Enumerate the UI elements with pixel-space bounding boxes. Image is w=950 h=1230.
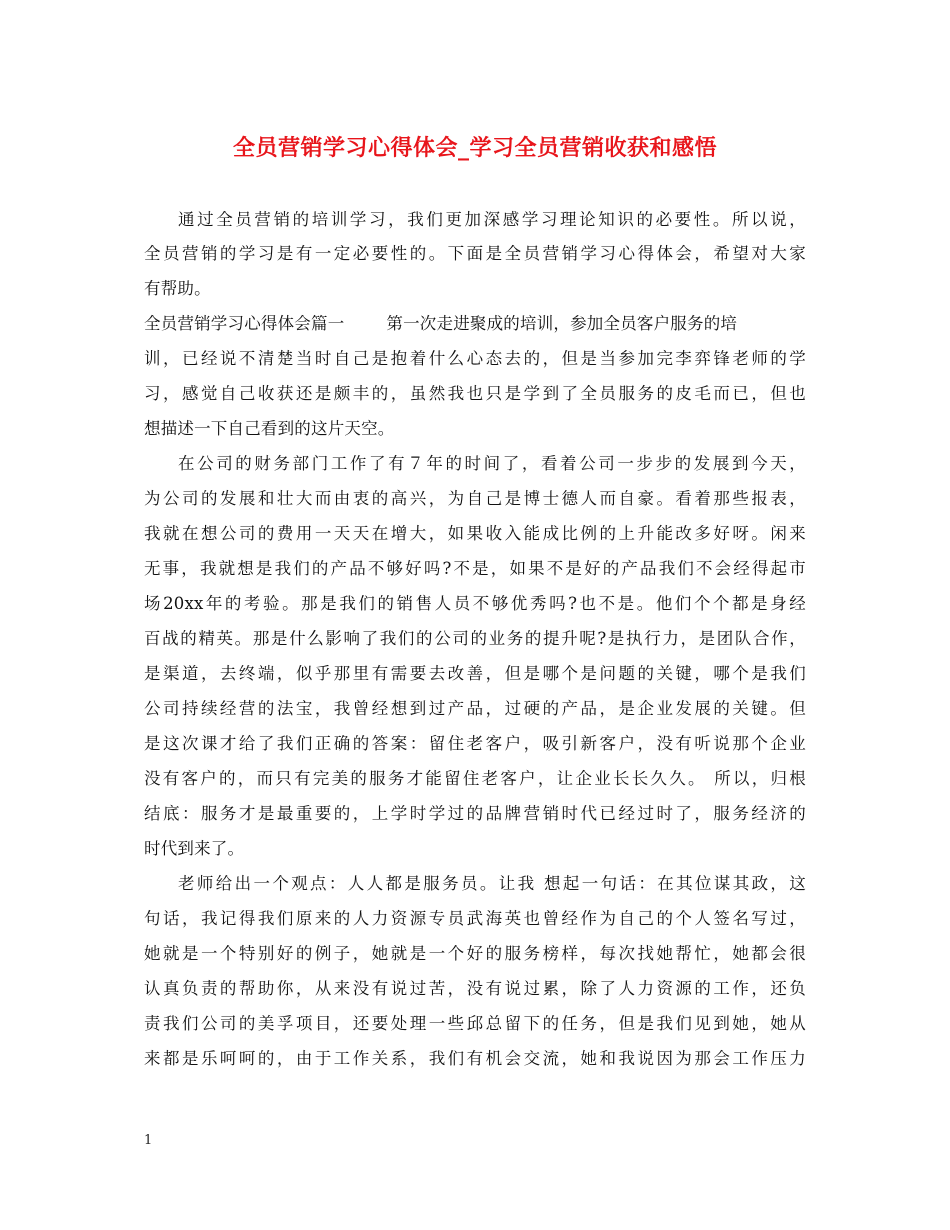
paragraph-line: 认真负责的帮助你，从来没有说过苦，没有说过累，除了人力资源的工作，还负 [144,979,806,998]
section-heading: 全员营销学习心得体会篇一 [144,314,345,333]
section-line [144,313,737,335]
paragraph-line: 老师给出一个观点：人人都是服务员。让我 想起一句话：在其位谋其政，这 [178,874,806,893]
paragraph-line: 责我们公司的美孚项目，还要处理一些邱总留下的任务，但是我们见到她，她从 [144,1014,806,1033]
paragraph-line: 是渠道，去终端，似乎那里有需要去改善，但是哪个是问题的关键，哪个是我们 [144,664,806,683]
paragraph-line: 想描述一下自己看到的这片天空。 [144,419,395,438]
paragraph-line: 在公司的财务部门工作了有７年的时间了，看着公司一步步的发展到今天， [178,454,806,473]
paragraph-line: 训，已经说不清楚当时自己是抱着什么心态去的，但是当参加完李弈锋老师的学 [144,349,806,368]
document-title: 全员营销学习心得体会_学习全员营销收获和感悟 [232,135,717,161]
paragraph-line: 通过全员营销的培训学习，我们更加深感学习理论知识的必要性。所以说， [178,210,806,229]
paragraph-line: 是这次课才给了我们正确的答案：留住老客户，吸引新客户，没有听说那个企业 [144,734,806,753]
paragraph-line: 无事，我就想是我们的产品不够好吗?不是，如果不是好的产品我们不会经得起市 [144,559,806,578]
paragraph-line: 百战的精英。那是什么影响了我们的公司的业务的提升呢?是执行力，是团队合作， [144,629,806,648]
paragraph-line: 习，感觉自己收获还是颇丰的，虽然我也只是学到了全员服务的皮毛而已，但也 [144,384,806,403]
page-number: 1 [144,1133,153,1148]
paragraph-line: 有帮助。 [144,279,211,298]
paragraph-line: 为公司的发展和壮大而由衷的高兴，为自己是博士德人而自豪。看着那些报表， [144,489,806,508]
paragraph-line: 她就是一个特别好的例子，她就是一个好的服务榜样，每次找她帮忙，她都会很 [144,944,806,963]
paragraph-line: 没有客户的，而只有完美的服务才能留住老客户，让企业长长久久。 所以，归根 [144,769,806,788]
paragraph-line: 句话，我记得我们原来的人力资源专员武海英也曾经作为自己的个人签名写过， [144,909,806,928]
paragraph-line: 全员营销的学习是有一定必要性的。下面是全员营销学习心得体会，希望对大家 [144,244,806,263]
paragraph-line: 时代到来了。 [144,839,245,858]
section-text: 第一次走进聚成的培训，参加全员客户服务的培 [386,314,738,333]
paragraph-line: 公司持续经营的法宝，我曾经想到过产品，过硬的产品，是企业发展的关键。但 [144,699,806,718]
paragraph-line: 结底：服务才是最重要的，上学时学过的品牌营销时代已经过时了，服务经济的 [144,804,806,823]
paragraph-line: 场20xx年的考验。那是我们的销售人员不够优秀吗?也不是。他们个个都是身经 [144,594,806,613]
paragraph-line: 来都是乐呵呵的，由于工作关系，我们有机会交流，她和我说因为那会工作压力 [144,1049,806,1068]
paragraph-line: 我就在想公司的费用一天天在增大，如果收入能成比例的上升能改多好呀。闲来 [144,524,806,543]
